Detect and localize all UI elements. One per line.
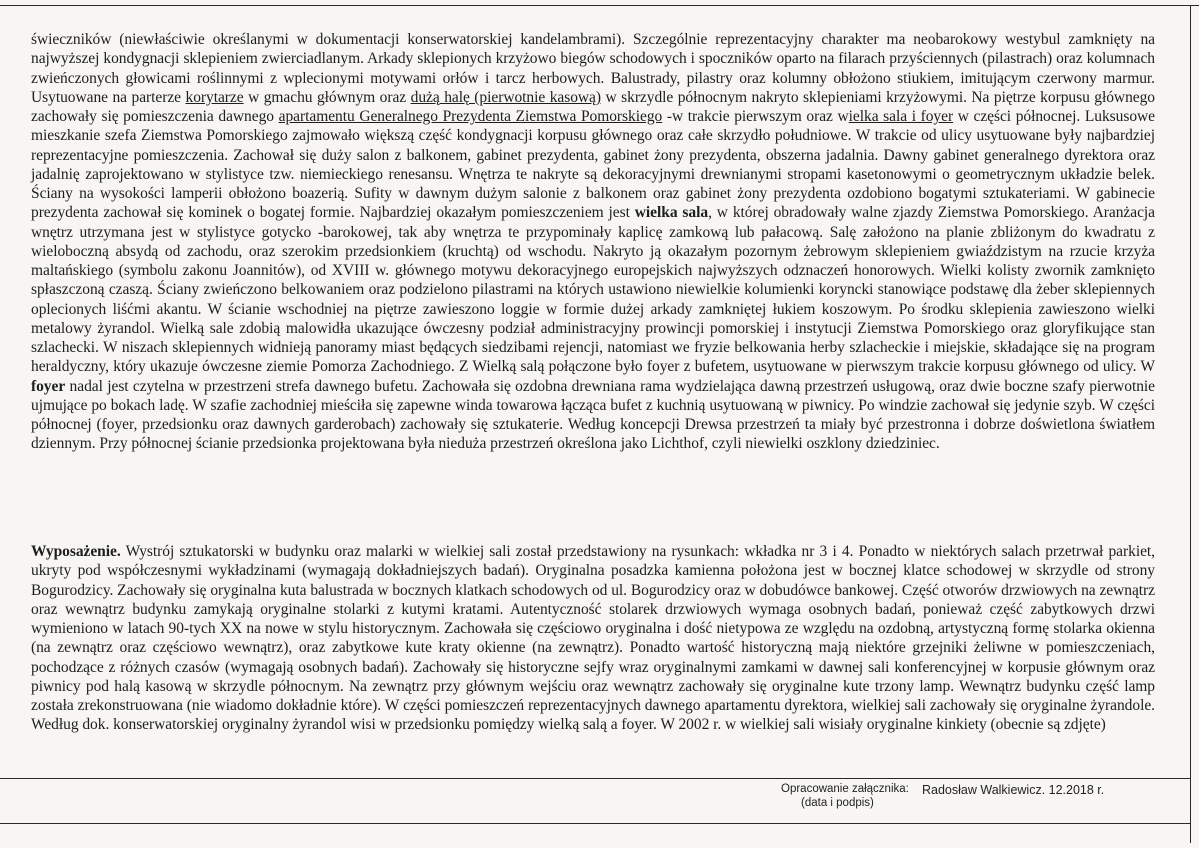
bold-term: foyer [31,377,66,395]
text-run: -w trakcie pierwszym oraz w [662,108,849,125]
top-border [0,5,1199,6]
underlined-term: ielka sala i foyer [848,108,954,125]
footer-signature: Radosław Walkiewicz. 12.2018 r. [922,783,1105,797]
underlined-term: korytarze [185,88,244,106]
text-run: nadal jest czytelna w przestrzeni strefa dawnego bufetu. Zachowała się ozdobna drewniana rama wydzielająca dawną przestrzeń usługową, oraz dwie boczne szafy pierwotnie ujmujące po bokach ladę. W szafie zachodniej mieściła się zapewne winda towarowa łącząca bufet z kuchnią usytuowaną w piwnicy. Po windzie zachował się jedynie szyb. W części północnej (foyer, przedsionku oraz dawnych garderobach) zachowały się sztukaterie. Według koncepcji Drewsa przestrzeń ta miały być przestronna i dobrze doświetlona światłem dziennym. Przy północnej ścianie przedsionka projektowana była nieduża przestrzeń określona jako Lichthof, czyli niewielki oszklony dziedziniec. [31,377,1155,453]
bold-term: Wyposażenie. [31,543,121,560]
bold-term: wielka sala [634,204,709,222]
description-paragraph [31,30,1155,454]
text-run: Wystrój sztukatorski w budynku oraz malarki w wielkiej sali został przedstawiony na rysunkach: wkładka nr 3 i 4. Ponadto w niektórych salach przetrwał parkiet, ukryty pod współczesnymi wykładzinami (wymagają dokładniejszych badań). Oryginalna posadzka kamienna położona jest w bocznej klatce schodowej w skrzydle od strony Bogurodzicy. Zachowały się oryginalna kuta balustrada w bocznych klatkach schodowych od ul. Bogurodzicy oraz w dobudówce bankowej. Część otworów drzwiowych na zewnątrz oraz wewnątrz budynku zamykają oryginalne stolarki z kutymi kratami. Autentyczność stolarek drzwiowych wymaga osobnych badań, ponieważ część zabytkowych drzwi wymieniono w latach 90-tych XX na nowe w stylu historycznym. Zachowała się częściowo oryginalna i dość nietypowa ze względu na ozdobną, artystyczną formę stolarka okienna (na zewnątrz oraz częściowo wewnątrz), oraz zabytkowe kute kraty okienne (na zewnątrz). Ponadto wartość historyczną mają niektóre grzejniki żeliwne w pomieszczeniach, pochodzące z różnych czasów (wymagają osobnych badań). Zachowały się historyczne sejfy wraz oryginalnymi zamkami w dawnej sali konferencyjnej w korpusie głównym oraz piwnicy pod halą kasową w skrzydle północnym. Na zewnątrz przy głównym wejściu oraz wewnątrz zachowały się oryginalne kute trzony lamp. Wewnątrz budynku część lamp została zrekonstruowana (nie wiadomo dokładnie które). W części pomieszczeń reprezentacyjnych dawnego apartamentu dyrektora, wielkiej sali zachowały się oryginalne żyrandole. Według dok. konserwatorskiej oryginalny żyrandol wisi w przedsionku pomiędzy wielką salą a foyer. W 2002 r. w wielkiej sali wisiały oryginalne kinkiety (obecnie są zdjęte) [31,543,1155,734]
text-run: świeczników (niewłaściwie określanymi w dokumentacji konserwatorskiej kandelambrami). Szczególnie reprezentacyjny charakter ma neobarokowy westybul zamknięty na najwyższej kondygnacji sklepieniem zwierciadlanym. Arkady sklepionych krzyżowo biegów schodowych i spoczników oparto na filarach przyściennych (pilastrach) oraz kolumnach zwieńczonych głowicami roślinnymi z wplecionymi motywami orłów i tarcz herbowych. Balustrady, pilastry oraz kolumny obłożono stiukiem, imitującym czerwony marmur. Usytuowane na parterze [31,31,1155,106]
right-border [1190,5,1191,843]
text-run: w części północnej. Luksusowe mieszkanie szefa Ziemstwa Pomorskiego zajmowało większą część kondygnacji korpusu głównego oraz całe skrzydło południowe. W trakcie od ulicy usytuowane były najbardziej reprezentacyjne pomieszczenia. Zachował się duży salon z balkonem, gabinet prezydenta, gabinet żony prezydenta, obszerna jadalnia. Dawny gabinet generalnego dyrektora oraz jadalnię zaprojektowano w stylistyce tzw. niemieckiego renesansu. Wnętrza te nakryte są dekoracyjnymi drewnianymi stropami kasetonowymi o geometrycznym układzie belek. Ściany na wysokości lamperii obłożono boazerią. Sufity w dawnym dużym salonie z balkonem oraz gabinet żony prezydenta ozdobiono bogatymi sztukateriami. W gabinecie prezydenta zachował się kominek o bogatej formie. Najbardziej okazałym pomieszczeniem jest [31,108,1155,222]
footer-bottom-border [0,823,1191,824]
underlined-term: dużą halę (pierwotnie kasową) [410,88,601,106]
equipment-paragraph [31,542,1155,735]
text-run: w skrzydle północnym nakryto sklepieniami krzyżowymi. Na piętrze korpusu głównego zachowały się pomieszczenia dawnego [31,88,1155,125]
footer-label: Opracowanie załącznika: [781,783,909,795]
footer-top-border [0,778,1191,779]
text-run: , w której obradowały walne zjazdy Ziemstwa Pomorskiego. Aranżacja wnętrz utrzymana jest w stylistyce gotycko -barokowej, tak aby wnętrza te przypominały kaplicę zamkową lub pałacową. Salę założono na planie zbliżonym do kwadratu z wieloboczną absydą od zachodu, oraz szerokim przedsionkiem (kruchtą) od wschodu. Nakryto ją okazałym pozornym żebrowym sklepieniem gwiaździstym na rzucie krzyża maltańskiego (symbolu zakonu Joannitów), od XVIII w. głównego motywu dekoracyjnego europejskich najwyższych odznaczeń honorowych. Wielki kolisty zwornik zamknięto spłaszczoną czaszą. Ściany zwieńczono belkowaniem oraz podzielono pilastrami na których ustawiono niewielkie kolumienki koryncki stanowiące podstawę dla żeber sklepiennych oplecionych liśćmi akantu. W ścianie wschodniej na piętrze zawieszono loggie w formie dużej arkady zamkniętej łukiem koszowym. Po środku sklepienia zawieszono wielki metalowy żyrandol. Wielką sale zdobią malowidła ukazujące ówczesny podział administracyjny prowincji pomorskiej i instytucji Ziemstwa Pomorskiego oraz gloryfikujące stan szlachecki. W niszach sklepiennych widnieją panoramy miast będących siedzibami rejencji, natomiast we fryzie belkowania herby szlacheckie i miejskie, składające się na program heraldyczny, który ukazuje ówczesne ziemie Pomorza Zachodniego. Z Wielką salą połączone było foyer z bufetem, usytuowane w pierwszym trakcie korpusu głównego od ulicy. W [31,204,1155,376]
text-run: w gmachu głównym oraz [243,88,411,106]
footer-sublabel: (data i podpis) [801,797,874,809]
underlined-term: apartamentu Generalnego Prezydenta Ziemstwa Pomorskiego [278,108,663,125]
